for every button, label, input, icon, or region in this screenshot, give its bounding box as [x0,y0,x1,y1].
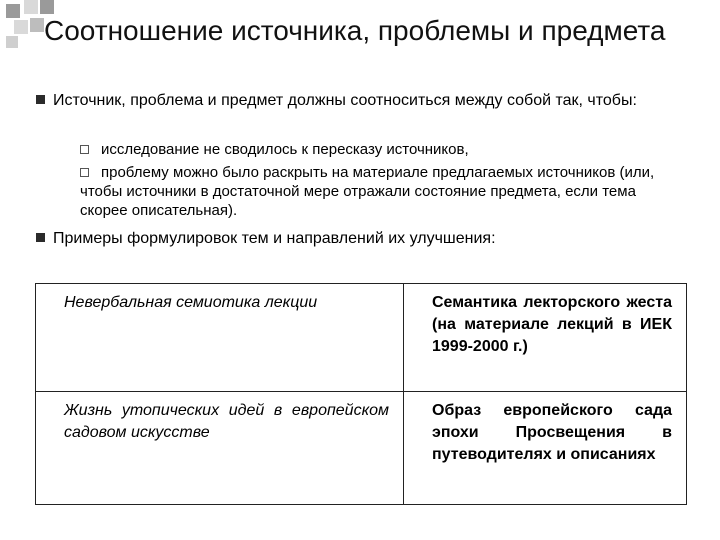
decor-square [14,20,28,34]
table-cell-after: Семантика лекторского жеста (на материале лекций в ИЕК 1999-2000 г.) [404,284,687,392]
decor-square [6,4,20,18]
square-bullet-icon [36,95,45,104]
square-bullet-icon [36,233,45,242]
table-row [36,284,687,392]
table-row [36,392,687,505]
table-cell-before: Невербальная семиотика лекции [36,284,404,392]
examples-table [35,283,687,505]
decor-square [24,0,38,14]
decor-square [30,18,44,32]
bullet-text: Примеры формулировок тем и направлений их улучшения: [53,230,496,247]
sub-item [80,140,680,159]
bullet-item [36,90,686,112]
checkbox-bullet-icon [80,145,89,154]
decor-square [40,0,54,14]
table-cell-after: Образ европейского сада эпохи Просвещения в путеводителях и описаниях [404,392,687,505]
bullet-item [36,228,686,250]
slide-title: Соотношение источника, проблемы и предмета [44,15,666,46]
bullet-text: Источник, проблема и предмет должны соотноситься между собой так, чтобы: [53,92,637,109]
sub-item [80,163,680,220]
sub-item-text: исследование не сводилось к пересказу источников, [101,141,469,158]
checkbox-bullet-icon [80,168,89,177]
decor-square [6,36,18,48]
sub-item-text: проблему можно было раскрыть на материале предлагаемых источников (или, чтобы источники в достаточной мере отражали состояние предмета, если тема скорее описательная). [80,164,655,219]
table-cell-before: Жизнь утопических идей в европейском садовом искусстве [36,392,404,505]
